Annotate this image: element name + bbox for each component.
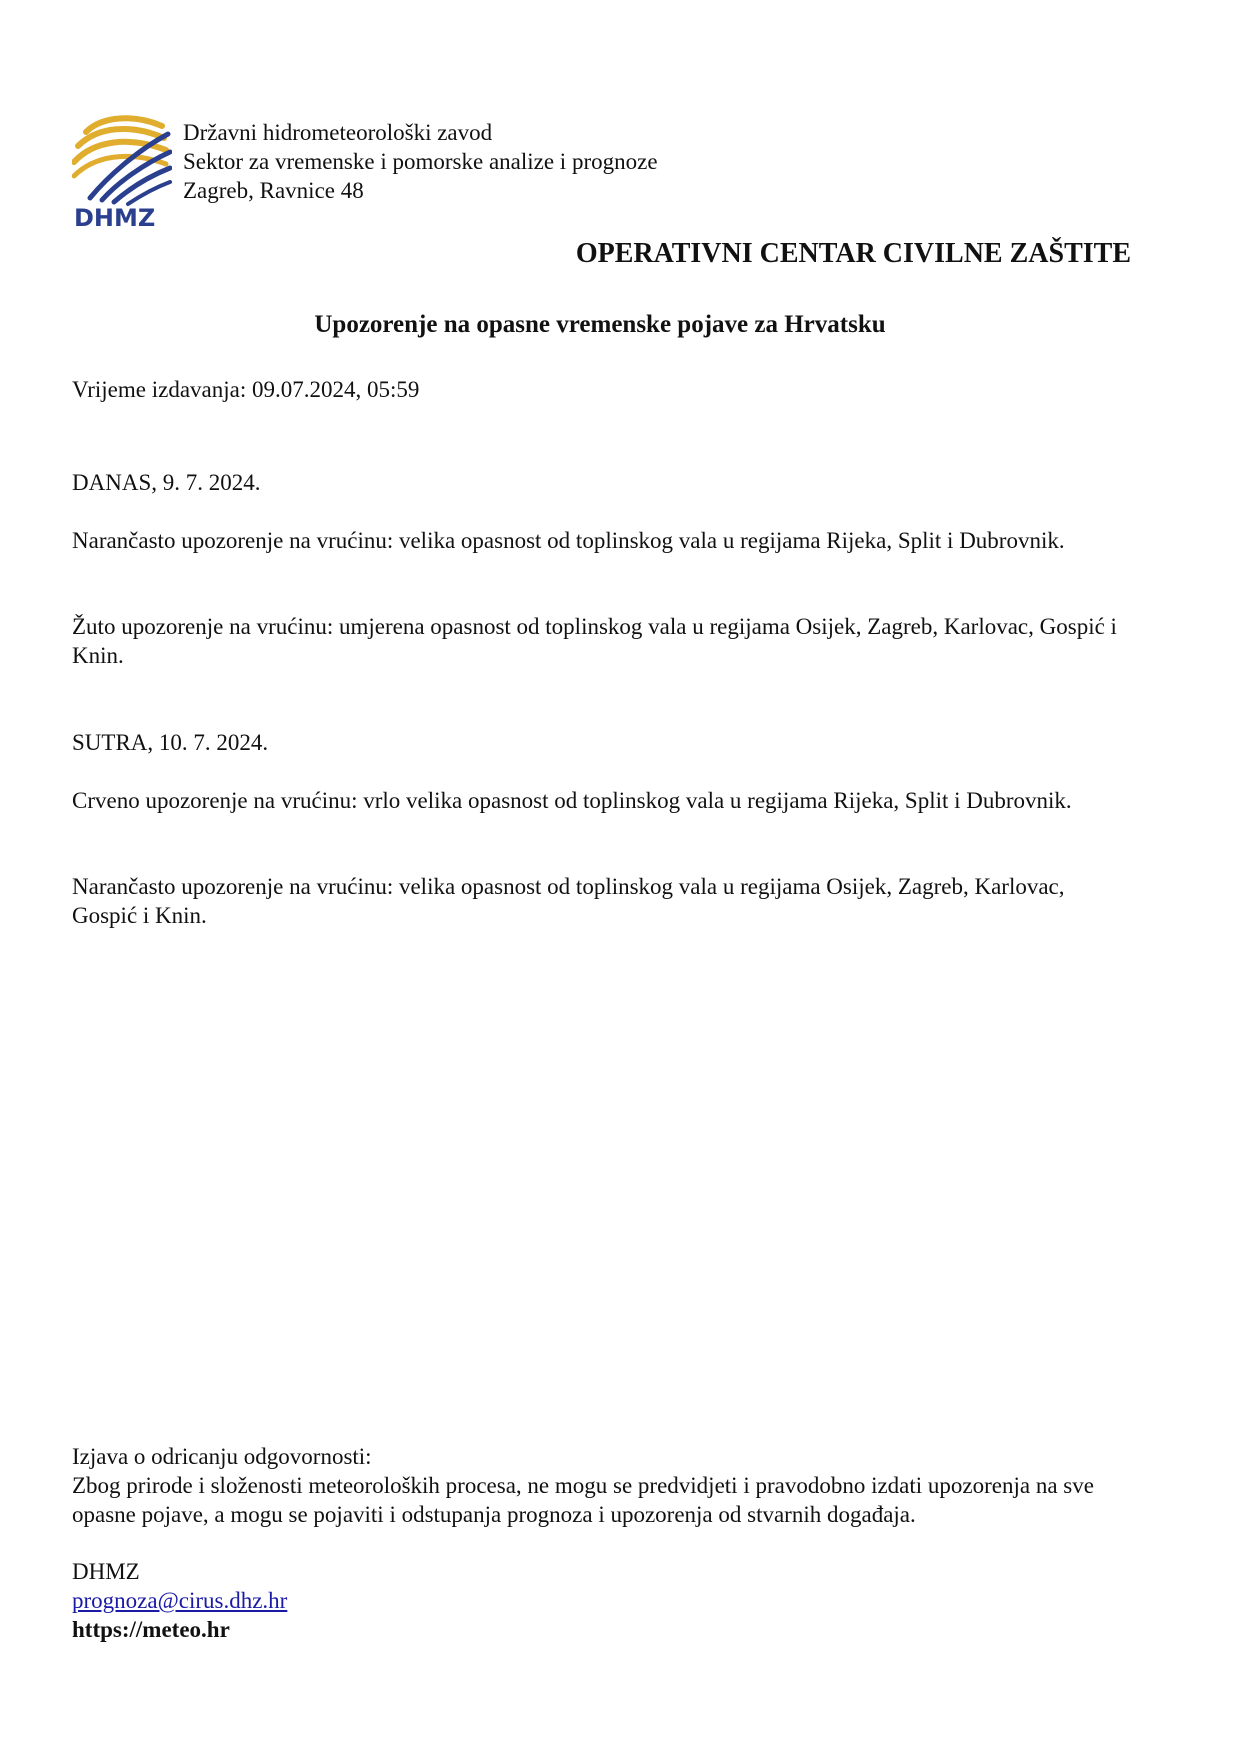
website-link[interactable]: https://meteo.hr bbox=[72, 1617, 230, 1642]
day-heading-tomorrow: SUTRA, 10. 7. 2024. bbox=[72, 730, 269, 755]
issue-time: Vrijeme izdavanja: 09.07.2024, 05:59 bbox=[72, 377, 420, 402]
day-section-today bbox=[72, 468, 1132, 497]
disclaimer bbox=[72, 1442, 1152, 1529]
warning-tomorrow-orange: Narančasto upozorenje na vrućinu: velika opasnost od toplinskog vala u regijama Osijek, Zagreb, Karlovac, Gospić i Knin. bbox=[72, 874, 1065, 928]
footer bbox=[72, 1557, 287, 1644]
disclaimer-heading: Izjava o odricanju odgovornosti: bbox=[72, 1444, 372, 1469]
org-sector: Sektor za vremenske i pomorske analize i prognoze bbox=[183, 149, 658, 174]
day-section-tomorrow bbox=[72, 728, 1132, 757]
warning-today-orange: Narančasto upozorenje na vrućinu: velika opasnost od toplinskog vala u regijama Rijeka, Split i Dubrovnik. bbox=[72, 528, 1065, 553]
document-title: Upozorenje na opasne vremenske pojave za Hrvatsku bbox=[314, 311, 886, 338]
disclaimer-text: Zbog prirode i složenosti meteoroloških procesa, ne mogu se predvidjeti i pravodobno izdati upozorenja na sve opasne pojave, a mogu se pojaviti i odstupanja prognoza i upozorenja od stvarnih događaja. bbox=[72, 1473, 1094, 1527]
recipient-heading: OPERATIVNI CENTAR CIVILNE ZAŠTITE bbox=[575, 238, 1131, 269]
footer-org: DHMZ bbox=[72, 1559, 140, 1584]
email-link[interactable]: prognoza@cirus.dhz.hr bbox=[72, 1588, 288, 1613]
dhmz-logo bbox=[72, 112, 172, 230]
logo-text: DHMZ bbox=[74, 204, 156, 230]
org-address: Zagreb, Ravnice 48 bbox=[183, 178, 364, 203]
organisation-block bbox=[183, 118, 658, 205]
day-heading-today: DANAS, 9. 7. 2024. bbox=[72, 470, 261, 495]
warning-today-yellow: Žuto upozorenje na vrućinu: umjerena opasnost od toplinskog vala u regijama Osijek, Zagreb, Karlovac, Gospić i Knin. bbox=[72, 614, 1117, 668]
warning-tomorrow-red: Crveno upozorenje na vrućinu: vrlo velika opasnost od toplinskog vala u regijama Rijeka, Split i Dubrovnik. bbox=[72, 788, 1072, 813]
org-name: Državni hidrometeorološki zavod bbox=[183, 120, 493, 145]
